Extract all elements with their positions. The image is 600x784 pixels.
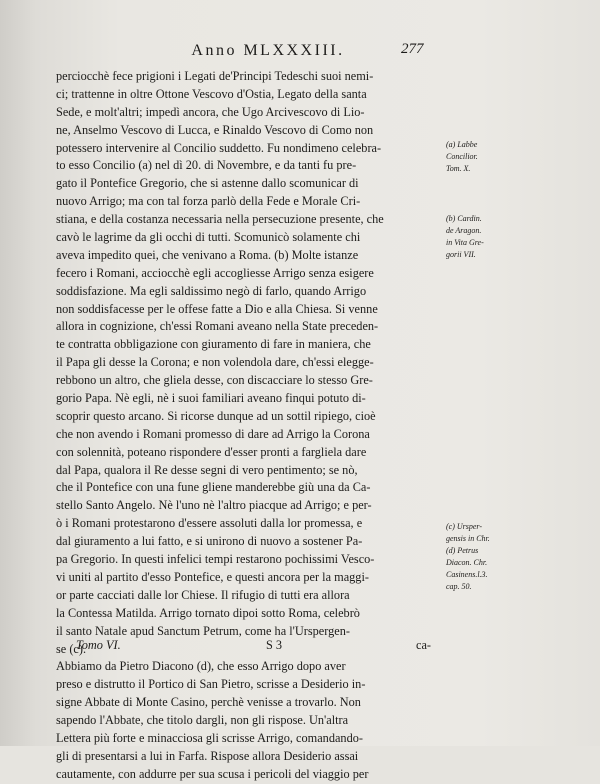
margin-note: in Vita Gre- bbox=[446, 238, 484, 247]
text-line: vi uniti al partito d'esso Pontefice, e questi ancora per la maggi- bbox=[56, 569, 369, 584]
text-line: rebbono un altro, che gliela desse, con discacciare lo stesso Gre- bbox=[56, 373, 373, 388]
text-line: potessero intervenire al Concilio suddetto. Fu nondimeno celebra- bbox=[56, 140, 382, 155]
text-line: Abbiamo da Pietro Diacono (d), che esso Arrigo dopo aver bbox=[56, 659, 346, 674]
text-line: ne, Anselmo Vescovo di Lucca, e Rinaldo Vescovo di Como non bbox=[56, 122, 374, 137]
margin-note: (c) Ursper- bbox=[446, 522, 483, 531]
margin-note: Concilior. bbox=[446, 152, 478, 161]
text-line: signe Abbate di Monte Casino, perchè venisse a trovarlo. Non bbox=[56, 695, 361, 710]
text-line: to esso Concilio (a) nel dì 20. di Novembre, e da tanti fu pre- bbox=[56, 158, 357, 173]
text-line: or parte cacciati dalle lor Chiese. Il rifugio di tutti era allora bbox=[56, 587, 350, 602]
margin-note: (b) Cardin. bbox=[446, 214, 482, 223]
text-line: se (c). bbox=[56, 641, 87, 656]
text-line: il Papa gli desse la Corona; e non volendola dare, ch'essi elegge- bbox=[56, 355, 374, 370]
text-line: sapendo l'Abbate, che titolo dargli, non gli rispose. Un'altra bbox=[56, 713, 349, 728]
text-line: ò i Romani protestarono d'essere assoluti dalla lor promessa, e bbox=[56, 516, 363, 531]
text-line: perciocchè fece prigioni i Legati de'Principi Tedeschi suoi nemi- bbox=[56, 69, 374, 83]
margin-note: cap. 50. bbox=[446, 582, 472, 591]
text-line: cautamente, con addurre per sua scusa i pericoli del viaggio per bbox=[56, 766, 369, 781]
text-line: fecero i Romani, acciocchè egli accogliesse Arrigo senza esigere bbox=[56, 265, 374, 280]
text-line: stello Santo Angelo. Nè l'uno nè l'altro piacque ad Arrigo; e per- bbox=[56, 498, 372, 513]
text-line: preso e distrutto il Portico di San Pietro, scrisse a Desiderio in- bbox=[56, 677, 366, 692]
text-line: cavò le lagrime da gli occhi di tutti. Scomunicò solamente chi bbox=[56, 230, 361, 245]
text-line: Lettera più forte e minacciosa gli scrisse Arrigo, comandando- bbox=[56, 730, 363, 745]
running-title: Anno MLXXXIII. bbox=[191, 42, 345, 59]
text-line: stiana, e della costanza necessaria nella persecuzione presente, che bbox=[56, 212, 384, 227]
text-line: il santo Natale apud Sanctum Petrum, come ha l'Urspergen- bbox=[56, 623, 350, 638]
text-line: gorio Papa. Nè egli, nè i suoi familiari aveano finqui potuto di- bbox=[56, 391, 366, 406]
margin-note: de Aragon. bbox=[446, 226, 482, 235]
text-line: pa Gregorio. In questi infelici tempi restarono pochissimi Vesco- bbox=[56, 552, 375, 567]
signature-mark: S 3 bbox=[266, 638, 283, 652]
page-footer bbox=[56, 638, 442, 656]
catchword: ca- bbox=[416, 638, 432, 652]
text-line: Sede, e molt'altri; impedì ancora, che Ugo Arcivescovo di Lio- bbox=[56, 104, 365, 119]
text-line: che il Pontefice con una fune gliene manderebbe giù una da Ca- bbox=[56, 480, 371, 495]
volume-label: Tomo VI. bbox=[76, 638, 121, 652]
text-line: ci; trattenne in oltre Ottone Vescovo d'Ostia, Legato della santa bbox=[56, 86, 367, 101]
text-line: la Contessa Matilda. Arrigo tornato dipoi sotto Roma, celebrò bbox=[56, 605, 360, 620]
text-line: non soddisfacesse per le offese fatte a Dio e alla Chiesa. Si venne bbox=[56, 301, 378, 316]
text-line: che non avendo i Romani promesso di dare ad Arrigo la Corona bbox=[56, 426, 370, 441]
text-line: scoprir questo arcano. Si ricorse dunque ad un sottil ripiego, cioè bbox=[56, 408, 376, 423]
body-text bbox=[56, 68, 442, 784]
margin-note: gorii VII. bbox=[446, 250, 476, 259]
margin-note: Diacon. Chr. bbox=[446, 558, 488, 567]
text-line: aveva impedito quei, che venivano a Roma. (b) Molte istanze bbox=[56, 247, 359, 262]
text-line: dal Papa, qualora il Re desse segni di vero pentimento; se nò, bbox=[56, 462, 358, 477]
page-number: 277 bbox=[401, 41, 424, 57]
margin-note: Tom. X. bbox=[446, 164, 471, 173]
margin-note: gensis in Chr. bbox=[446, 534, 490, 543]
margin-note: Casinens.l.3. bbox=[446, 570, 488, 579]
text-line: nuovo Arrigo; ma con tal forza parlò della Fede e Morale Cri- bbox=[56, 194, 361, 209]
text-line: gli di presentarsi a lui in Farfa. Rispose allora Desiderio assai bbox=[56, 748, 359, 763]
text-line: allora in cognizione, ch'essi Romani aveano nella State preceden- bbox=[56, 319, 379, 334]
margin-note: (d) Petrus bbox=[446, 546, 479, 555]
text-line: te contratta obbligazione con giuramento di fare in maniera, che bbox=[56, 337, 371, 352]
text-line: dal giuramento a lui fatto, e si unirono di nuovo a sostener Pa- bbox=[56, 534, 363, 549]
text-line: gato il Pontefice Gregorio, che si astenne dallo scomunicar di bbox=[56, 176, 359, 191]
margin-note: (a) Labbe bbox=[446, 140, 478, 149]
text-line: soddisfazione. Ma egli saldissimo negò di farlo, quando Arrigo bbox=[56, 283, 367, 298]
text-line: con solennità, poteano rispondere d'esser pronti a fargliela dare bbox=[56, 444, 367, 459]
